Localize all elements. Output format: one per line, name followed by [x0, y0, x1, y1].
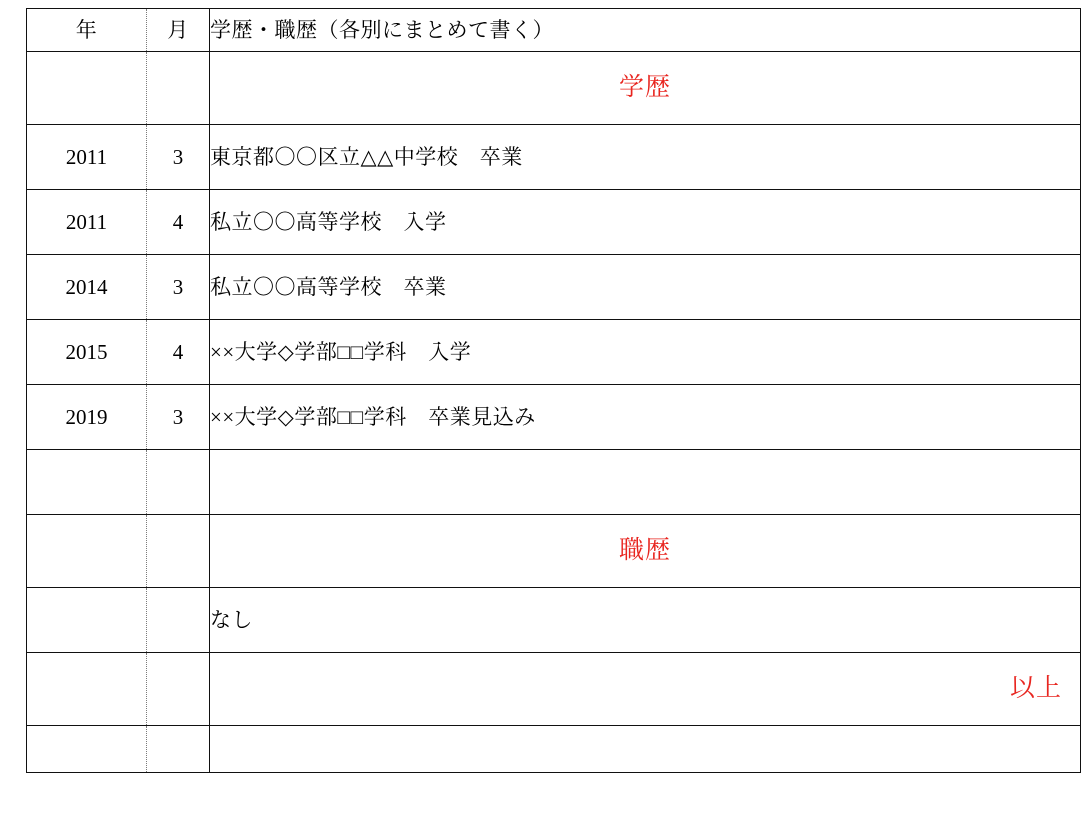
- cell-year: [27, 515, 147, 588]
- cell-year: [27, 125, 147, 190]
- section-title-work: 職歴: [618, 537, 671, 565]
- column-header-month: [147, 9, 210, 52]
- cell-body: [210, 588, 1081, 653]
- table-row: [27, 190, 1081, 255]
- cell-month: [147, 125, 210, 190]
- closing-mark: 以上: [1009, 675, 1062, 703]
- year-value: 2015: [65, 339, 108, 364]
- history-entry-text: 東京都〇〇区立△△中学校 卒業: [210, 144, 523, 169]
- table-row: [27, 320, 1081, 385]
- cell-month: [147, 515, 210, 588]
- cell-month: [147, 653, 210, 726]
- cell-body: [210, 320, 1081, 385]
- table-row: [27, 588, 1081, 653]
- year-value: 2019: [65, 404, 108, 429]
- history-entry-text: [210, 749, 1080, 750]
- cell-year: [27, 653, 147, 726]
- education-work-history-table: [26, 8, 1081, 773]
- cell-year: [27, 385, 147, 450]
- month-value: 3: [172, 274, 184, 299]
- cell-year: [27, 726, 147, 773]
- column-header-month-label: 月: [167, 17, 189, 42]
- section-title-education: 学歴: [618, 74, 671, 102]
- table-row: [27, 52, 1081, 125]
- table-row: [27, 726, 1081, 773]
- cell-month: [147, 726, 210, 773]
- column-header-body-label: 学歴・職歴（各別にまとめて書く）: [210, 17, 554, 42]
- history-entry-text: 私立〇〇高等学校 入学: [210, 209, 447, 234]
- cell-month: [147, 255, 210, 320]
- cell-body: [210, 450, 1081, 515]
- cell-body: [210, 385, 1081, 450]
- column-header-year: [27, 9, 147, 52]
- month-value: 3: [172, 404, 184, 429]
- cell-year: [27, 255, 147, 320]
- table-row: [27, 385, 1081, 450]
- table-row: [27, 450, 1081, 515]
- table-row: [27, 515, 1081, 588]
- year-value: 2014: [65, 274, 108, 299]
- cell-body: [210, 125, 1081, 190]
- history-entry-text: [210, 482, 1080, 483]
- cell-month: [147, 190, 210, 255]
- table-row: [27, 125, 1081, 190]
- cell-month: [147, 320, 210, 385]
- history-entry-text: ××大学◇学部□□学科 入学: [210, 339, 472, 364]
- table-row: [27, 255, 1081, 320]
- cell-year: [27, 588, 147, 653]
- cell-month: [147, 588, 210, 653]
- cell-year: [27, 320, 147, 385]
- month-value: 4: [172, 209, 184, 234]
- cell-body: [210, 653, 1081, 726]
- cell-body: [210, 726, 1081, 773]
- history-entry-text: ××大学◇学部□□学科 卒業見込み: [210, 404, 536, 429]
- column-header-year-label: 年: [75, 17, 98, 42]
- cell-body: [210, 52, 1081, 125]
- cell-month: [147, 385, 210, 450]
- cell-month: [147, 450, 210, 515]
- cell-year: [27, 190, 147, 255]
- month-value: 4: [172, 339, 184, 364]
- month-value: 3: [172, 144, 184, 169]
- cell-year: [27, 52, 147, 125]
- year-value: 2011: [65, 144, 108, 169]
- history-entry-text: 私立〇〇高等学校 卒業: [210, 274, 447, 299]
- cell-year: [27, 450, 147, 515]
- table-row: [27, 653, 1081, 726]
- cell-body: [210, 190, 1081, 255]
- column-header-body: [210, 9, 1081, 52]
- cell-body: [210, 515, 1081, 588]
- cell-body: [210, 255, 1081, 320]
- history-entry-text: なし: [210, 607, 253, 632]
- cell-month: [147, 52, 210, 125]
- year-value: 2011: [65, 209, 108, 234]
- table-header-row: [27, 9, 1081, 52]
- resume-sheet: [0, 8, 1084, 827]
